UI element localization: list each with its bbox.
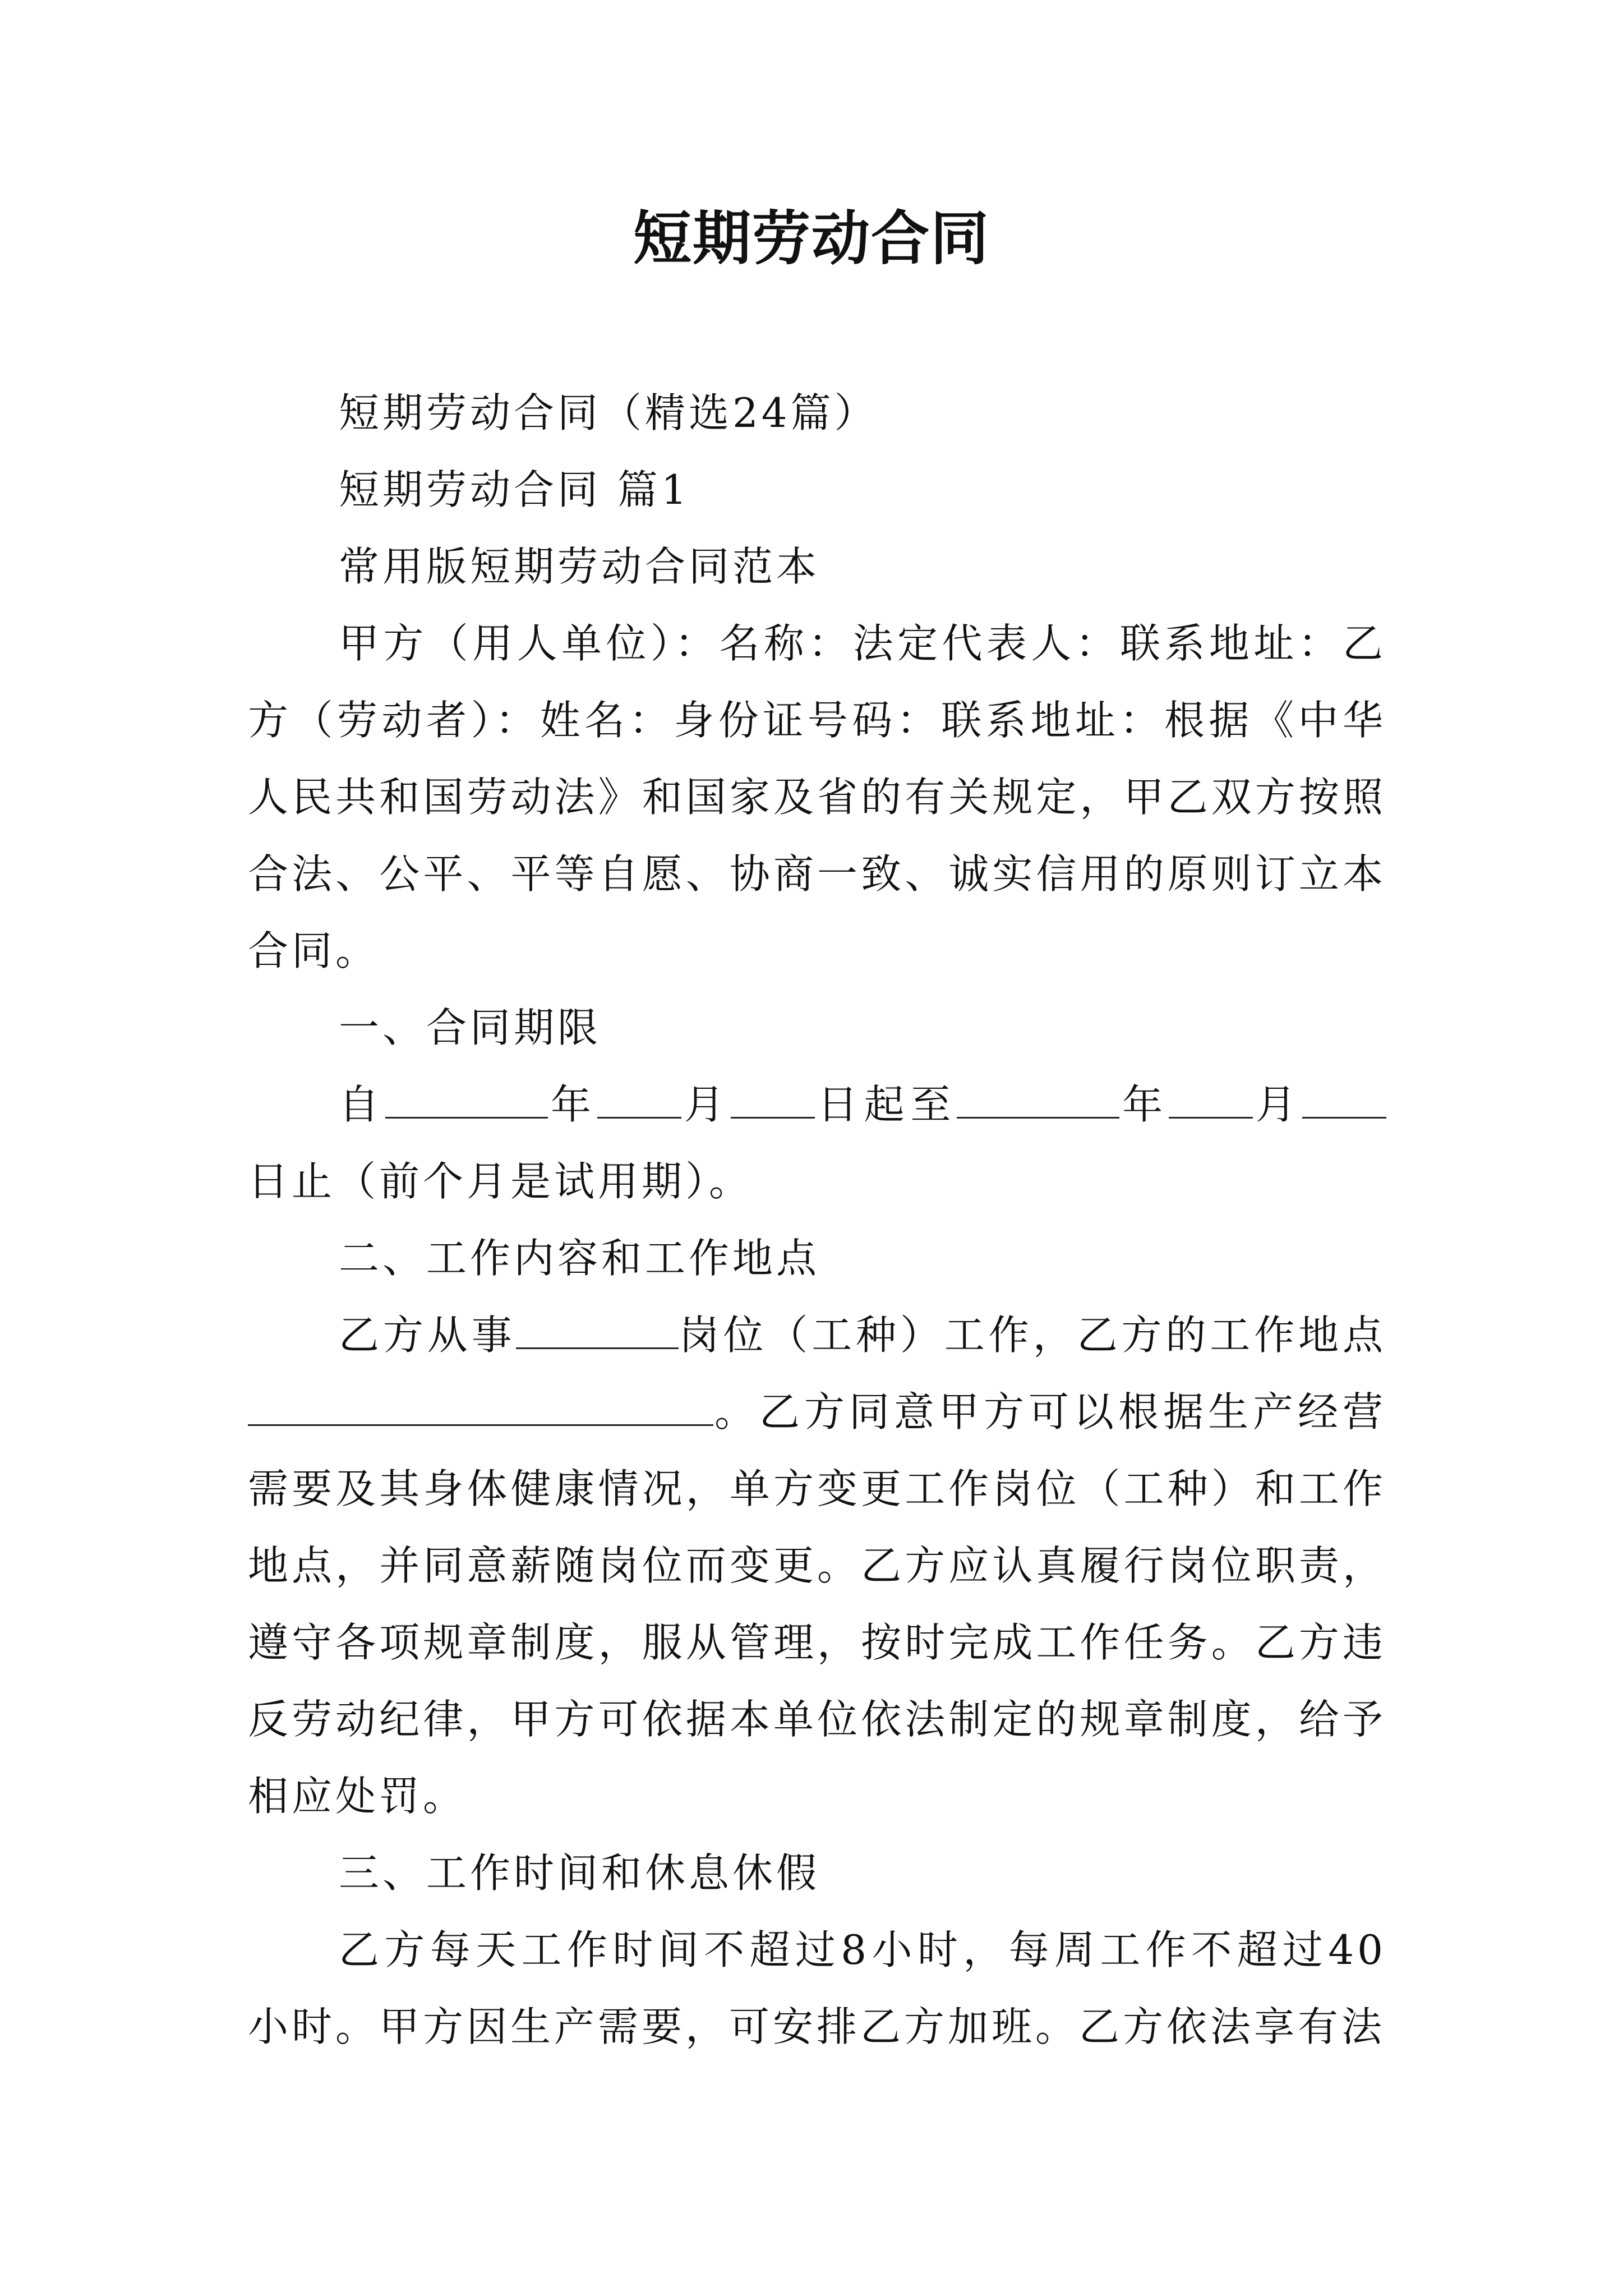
clause1-text: 月: [1253, 1081, 1302, 1128]
document-body: [248, 375, 1386, 2065]
template-name: 常用版短期劳动合同范本: [339, 543, 820, 590]
end-year-blank: [957, 1084, 1119, 1119]
clause1-text: 日起至: [814, 1081, 957, 1128]
clause1-text: 自: [339, 1081, 385, 1128]
clause2-paragraph: [248, 1297, 1386, 1835]
clause1-text: 年: [1119, 1081, 1169, 1128]
clause1-text: 日止（前个月是试用期）。: [248, 1158, 753, 1205]
clause2-text: 岗位（工种）工作，乙方的工作地点: [678, 1312, 1386, 1359]
clause1-paragraph: [248, 1066, 1386, 1220]
clause3-heading: 三、工作时间和休息休假: [339, 1849, 820, 1897]
clause2-heading: 二、工作内容和工作地点: [339, 1235, 820, 1282]
start-month-blank: [597, 1084, 681, 1119]
job-position-blank: [516, 1315, 679, 1349]
end-month-blank: [1169, 1084, 1253, 1119]
work-location-blank: [248, 1392, 713, 1426]
document-title: 短期劳动合同: [633, 204, 990, 273]
end-day-blank: [1302, 1084, 1386, 1119]
clause1-text: 年: [547, 1081, 597, 1128]
clause2-text: 。乙方同意甲方可以根据生产经营需要及其身体健康情况，单方变更工作岗位（工种）和工作地点，并同意薪随岗位而变更。乙方应认真履行岗位职责，遵守各项规章制度，服从管理，按时完成工作任务。乙方违反劳动纪律，甲方可依据本单位依法制定的规章制度，给予相应处罚。: [248, 1388, 1386, 1820]
section-heading: 短期劳动合同 篇1: [339, 466, 690, 513]
start-year-blank: [385, 1084, 548, 1119]
subtitle: 短期劳动合同（精选24篇）: [339, 389, 878, 436]
intro-paragraph: 甲方（用人单位）：名称：法定代表人：联系地址：乙方（劳动者）：姓名：身份证号码：联系地址：根据《中华人民共和国劳动法》和国家及省的有关规定，甲乙双方按照合法、公平、平等自愿、协商一致、诚实信用的原则订立本合同。: [248, 620, 1386, 974]
clause3-paragraph: 乙方每天工作时间不超过8小时，每周工作不超过40小时。甲方因生产需要，可安排乙方加班。乙方依法享有法: [248, 1926, 1386, 2050]
clause2-text: 乙方从事: [339, 1312, 516, 1359]
clause1-heading: 一、合同期限: [339, 1004, 602, 1051]
clause1-text: 月: [681, 1081, 731, 1128]
start-day-blank: [731, 1084, 815, 1119]
